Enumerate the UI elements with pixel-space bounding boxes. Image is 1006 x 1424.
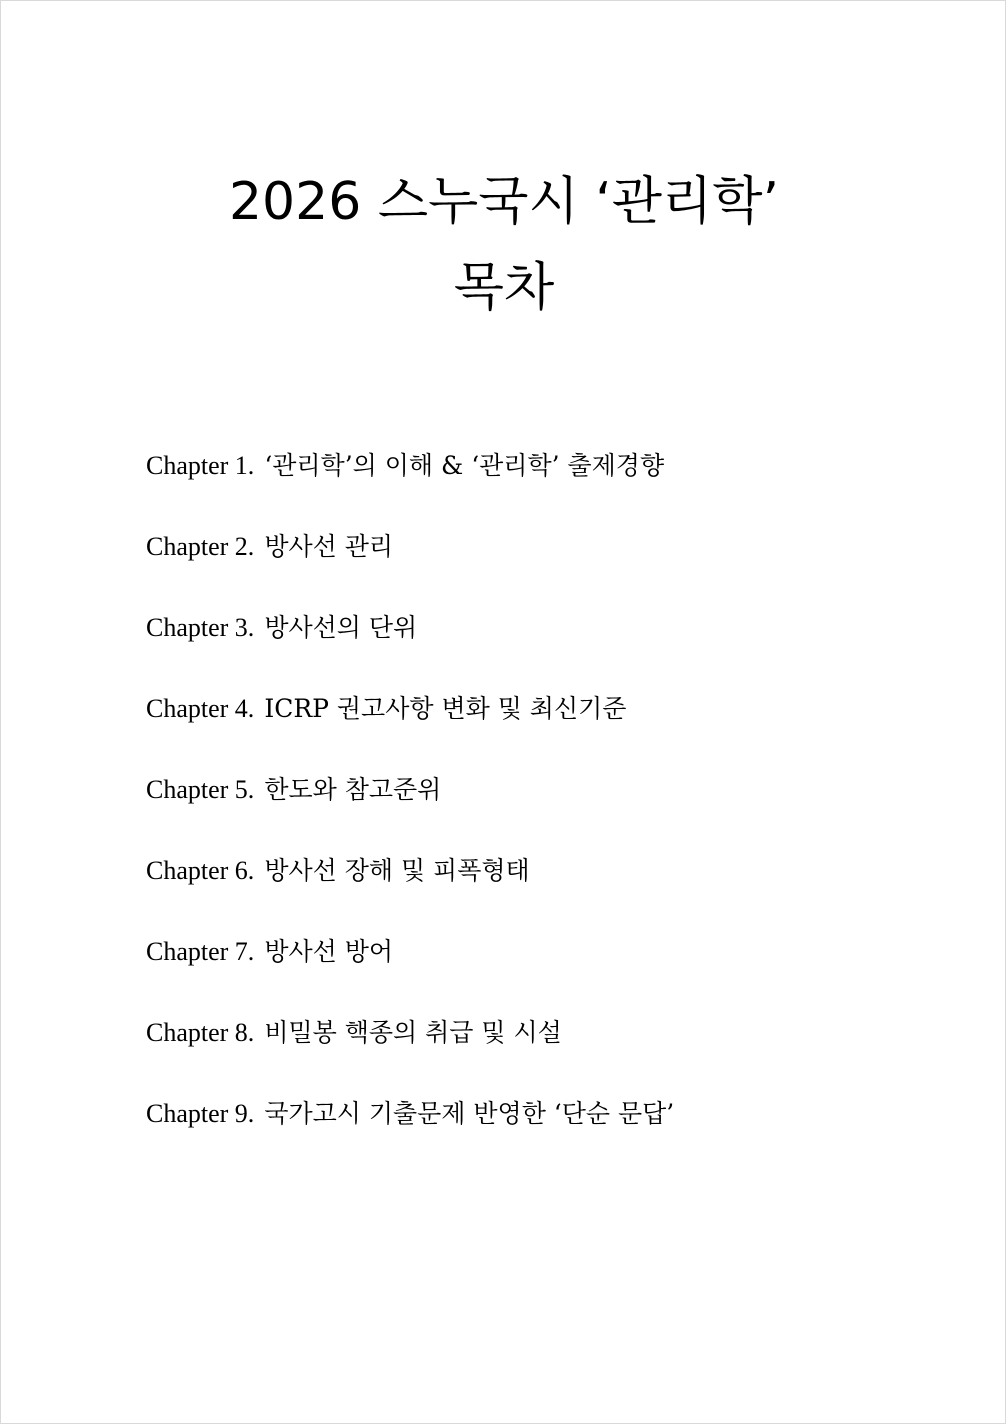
chapter-title: 비밀봉 핵종의 취급 및 시설	[264, 1018, 562, 1047]
document-subtitle: 목차	[453, 258, 555, 318]
chapter-number: Chapter 3.	[146, 613, 255, 642]
chapter-number: Chapter 6.	[146, 856, 255, 885]
chapter-number: Chapter 1.	[146, 451, 255, 480]
toc-entry-5[interactable]	[146, 770, 986, 851]
chapter-title: 방사선 장해 및 피폭형태	[264, 856, 530, 885]
toc-entry-6[interactable]	[146, 851, 986, 932]
chapter-number: Chapter 5.	[146, 775, 255, 804]
chapter-number: Chapter 4.	[146, 694, 255, 723]
chapter-title: 방사선 관리	[264, 532, 394, 561]
chapter-title: 방사선의 단위	[264, 613, 418, 642]
chapter-title: 방사선 방어	[264, 937, 394, 966]
chapter-title: ICRP 권고사항 변화 및 최신기준	[264, 694, 627, 723]
chapter-title: ‘관리학’의 이해 & ‘관리학’ 출제경향	[264, 451, 665, 480]
toc-entry-3[interactable]	[146, 608, 986, 689]
toc-entry-8[interactable]	[146, 1013, 986, 1094]
chapter-title: 한도와 참고준위	[264, 775, 442, 804]
toc-entry-2[interactable]	[146, 527, 986, 608]
chapter-number: Chapter 9.	[146, 1099, 255, 1128]
chapter-number: Chapter 8.	[146, 1018, 255, 1047]
toc-entry-7[interactable]	[146, 932, 986, 1013]
toc-entry-1[interactable]	[146, 446, 986, 527]
chapter-title: 국가고시 기출문제 반영한 ‘단순 문답’	[264, 1099, 675, 1128]
table-of-contents	[146, 446, 986, 1175]
chapter-number: Chapter 2.	[146, 532, 255, 561]
toc-entry-9[interactable]	[146, 1094, 986, 1175]
document-title: 2026 스누국시 ‘관리학’	[228, 172, 780, 232]
toc-entry-4[interactable]	[146, 689, 986, 770]
chapter-number: Chapter 7.	[146, 937, 255, 966]
